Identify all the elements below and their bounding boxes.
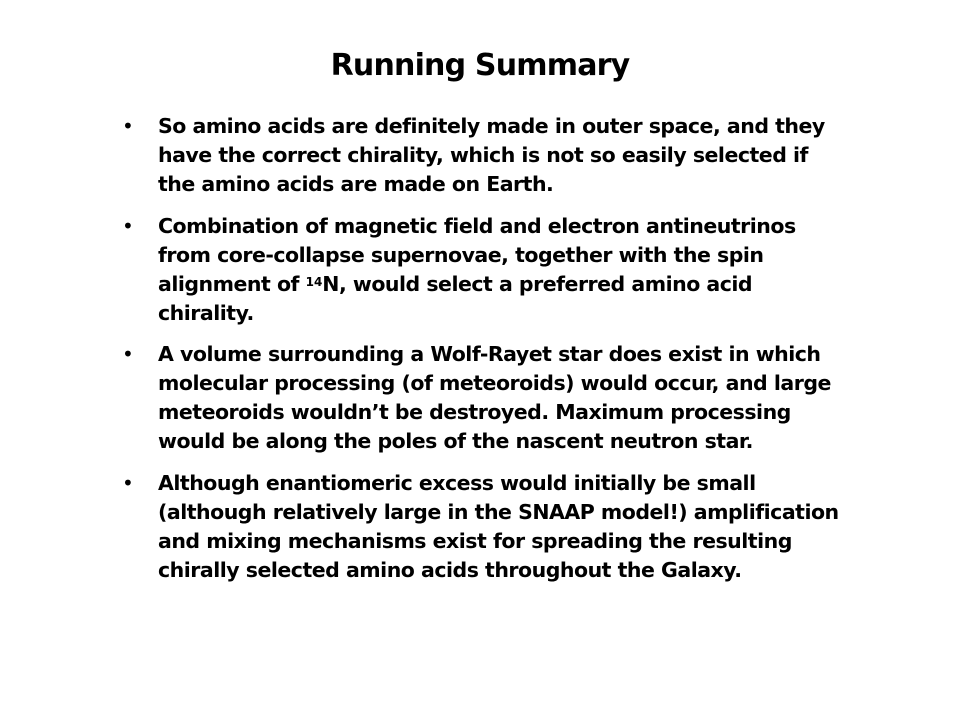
bullet-item xyxy=(120,212,840,328)
bullet-text: Combination of magnetic field and electron antineutrinos from core-collapse supernovae, together with the spin alignment of xyxy=(158,213,796,296)
bullet-list xyxy=(120,112,840,597)
bullet-item xyxy=(120,340,840,456)
bullet-icon: • xyxy=(122,114,134,138)
bullet-text: Although enantiomeric excess would initially be small (although relatively large in the SNAAP model!) amplification and mixing mechanisms exist for spreading the resulting chirally selected amino acids throughout the Galaxy. xyxy=(158,470,839,582)
bullet-text: So amino acids are definitely made in outer space, and they have the correct chirality, which is not so easily selected if the amino acids are made on Earth. xyxy=(158,114,825,196)
bullet-icon: • xyxy=(122,470,134,495)
bullet-text: A volume surrounding a Wolf-Rayet star does exist in which molecular processing (of meteoroids) would occur, and large meteoroids wouldn’t be destroyed. Maximum processing would be along the poles of the nascent neutron star. xyxy=(158,342,831,453)
bullet-item xyxy=(120,469,840,585)
bullet-text: N, would select a preferred amino acid chirality. xyxy=(158,271,753,325)
slide-title: Running Summary xyxy=(330,48,630,83)
isotope-superscript: 14 xyxy=(305,274,323,289)
bullet-item xyxy=(120,112,840,199)
bullet-icon: • xyxy=(122,213,134,238)
bullet-icon: • xyxy=(122,342,134,366)
